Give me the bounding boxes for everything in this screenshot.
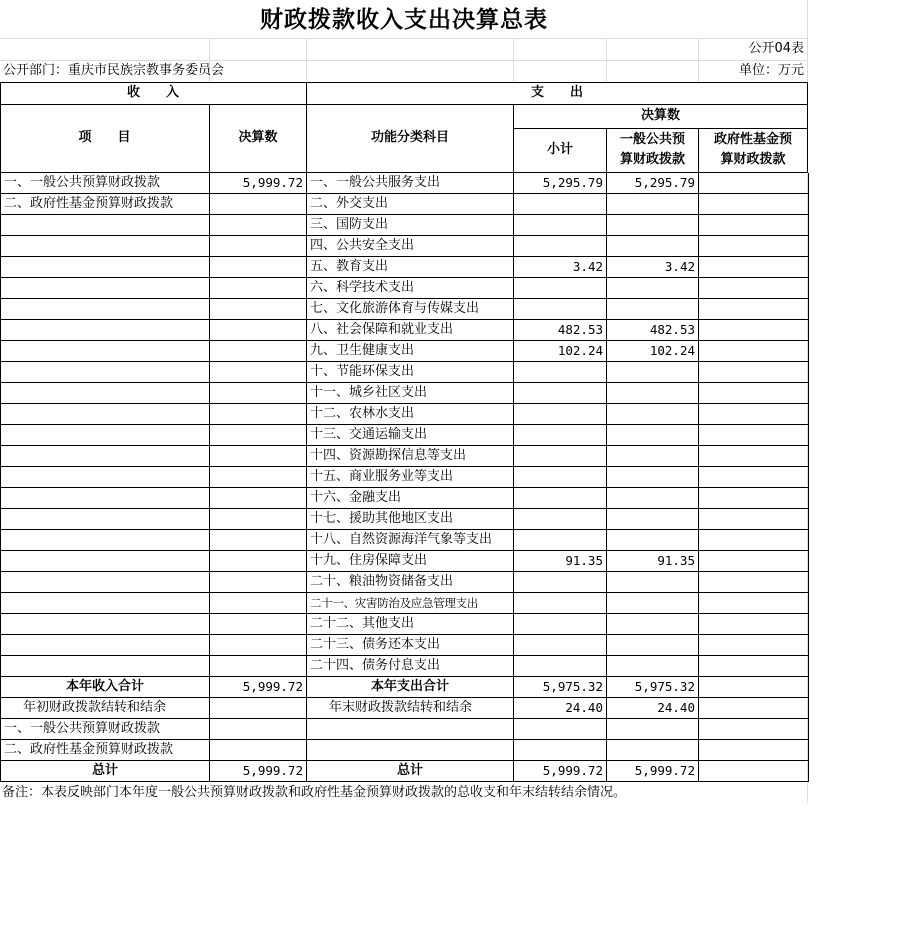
- gov-fund-cell: [699, 278, 809, 299]
- border: [807, 82, 808, 173]
- table-row: [1, 320, 809, 341]
- income-amount-cell: [210, 383, 307, 404]
- general-budget-cell: [607, 635, 699, 656]
- income-amount-cell: [210, 299, 307, 320]
- general-budget-cell: [607, 278, 699, 299]
- income-amount-cell: [210, 698, 307, 719]
- subtotal-cell: [514, 656, 607, 677]
- income-item-cell: [1, 488, 210, 509]
- table-row: [1, 194, 809, 215]
- income-amount-cell: [210, 404, 307, 425]
- subtotal-cell: [514, 299, 607, 320]
- income-item-cell: 总计: [1, 761, 210, 782]
- income-item-cell: [1, 656, 210, 677]
- income-amount-cell: [210, 446, 307, 467]
- income-amount-cell: 5,999.72: [210, 173, 307, 194]
- expense-item-cell: 一、一般公共服务支出: [307, 173, 514, 194]
- table-row: [1, 446, 809, 467]
- gov-fund-cell: [699, 236, 809, 257]
- gov-fund-cell: [699, 698, 809, 719]
- income-item-cell: [1, 215, 210, 236]
- gov-fund-cell: [699, 551, 809, 572]
- subtotal-cell: [514, 488, 607, 509]
- income-header: 收 入: [126, 85, 179, 100]
- table-row: [1, 173, 809, 194]
- income-item-cell: [1, 572, 210, 593]
- income-item-cell: [1, 299, 210, 320]
- expense-item-cell: 九、卫生健康支出: [307, 341, 514, 362]
- gov-fund-cell: [699, 572, 809, 593]
- subtotal-cell: [514, 719, 607, 740]
- income-amount-cell: [210, 362, 307, 383]
- table-row: [1, 215, 809, 236]
- gridline: [606, 38, 607, 82]
- income-amount-cell: [210, 467, 307, 488]
- table-row: [1, 509, 809, 530]
- income-amount-cell: [210, 320, 307, 341]
- expense-item-cell: 二、外交支出: [307, 194, 514, 215]
- table-row: [1, 341, 809, 362]
- general-budget-cell: 102.24: [607, 341, 699, 362]
- subtotal-cell: [514, 446, 607, 467]
- income-amount-cell: [210, 719, 307, 740]
- gov-fund-cell: [699, 257, 809, 278]
- gov-fund-cell: [699, 593, 809, 614]
- expense-item-cell: 二十三、债务还本支出: [307, 635, 514, 656]
- border: [0, 104, 808, 105]
- general-budget-cell: [607, 404, 699, 425]
- general-budget-cell: [607, 215, 699, 236]
- amount-header: 决算数: [238, 130, 278, 145]
- general-budget-cell: [607, 572, 699, 593]
- income-item-cell: [1, 236, 210, 257]
- table-row: [1, 404, 809, 425]
- expense-item-cell: 七、文化旅游体育与传媒支出: [307, 299, 514, 320]
- expense-item-cell: 十五、商业服务业等支出: [307, 467, 514, 488]
- table-row: [1, 635, 809, 656]
- budget-table: [0, 173, 809, 782]
- gridline: [698, 38, 699, 82]
- subtotal-cell: 5,999.72: [514, 761, 607, 782]
- expense-item-cell: [307, 740, 514, 761]
- expense-item-cell: 总计: [307, 761, 514, 782]
- income-amount-cell: [210, 215, 307, 236]
- income-item-cell: [1, 425, 210, 446]
- general-budget-cell: [607, 446, 699, 467]
- table-number: 公开04表: [748, 41, 804, 56]
- general-budget-cell: [607, 194, 699, 215]
- income-amount-cell: 5,999.72: [210, 761, 307, 782]
- income-item-cell: [1, 320, 210, 341]
- general-budget-cell: [607, 740, 699, 761]
- gov-fund-cell: [699, 194, 809, 215]
- income-item-cell: [1, 509, 210, 530]
- income-item-cell: [1, 614, 210, 635]
- subtotal-cell: [514, 614, 607, 635]
- income-amount-cell: [210, 572, 307, 593]
- income-item-cell: 二、政府性基金预算财政拨款: [1, 740, 210, 761]
- subtotal-cell: [514, 467, 607, 488]
- gov-fund-cell: [699, 467, 809, 488]
- general-budget-cell: [607, 719, 699, 740]
- gov-fund-cell: [699, 740, 809, 761]
- subtotal-cell: [514, 509, 607, 530]
- gov-fund-cell: [699, 215, 809, 236]
- income-item-cell: [1, 362, 210, 383]
- income-amount-cell: [210, 194, 307, 215]
- income-item-cell: 一、一般公共预算财政拨款: [1, 719, 210, 740]
- subtotal-cell: [514, 362, 607, 383]
- expense-item-cell: 十二、农林水支出: [307, 404, 514, 425]
- gridline: [0, 38, 808, 39]
- subtotal-cell: 102.24: [514, 341, 607, 362]
- table-row: [1, 719, 809, 740]
- table-row: [1, 740, 809, 761]
- income-item-cell: 一、一般公共预算财政拨款: [1, 173, 210, 194]
- income-item-cell: [1, 530, 210, 551]
- income-item-cell: 二、政府性基金预算财政拨款: [1, 194, 210, 215]
- general-budget-cell: [607, 656, 699, 677]
- general-budget-cell: 24.40: [607, 698, 699, 719]
- gridline: [513, 38, 514, 82]
- table-row: [1, 677, 809, 698]
- table-row: [1, 383, 809, 404]
- report-title: 财政拨款收入支出决算总表: [260, 6, 548, 33]
- general-budget-header: 一般公共预 算财政拨款: [619, 132, 685, 167]
- gov-fund-cell: [699, 299, 809, 320]
- final-amount-header: 决算数: [640, 108, 680, 123]
- income-amount-cell: [210, 614, 307, 635]
- expense-item-cell: 二十四、债务付息支出: [307, 656, 514, 677]
- general-budget-cell: 3.42: [607, 257, 699, 278]
- income-amount-cell: [210, 236, 307, 257]
- gov-fund-cell: [699, 761, 809, 782]
- border: [513, 128, 808, 129]
- expense-item-cell: 二十一、灾害防治及应急管理支出: [307, 593, 514, 614]
- department-label: 公开部门：重庆市民族宗教事务委员会: [3, 63, 225, 78]
- general-budget-cell: 5,999.72: [607, 761, 699, 782]
- item-header: 项 目: [78, 130, 131, 145]
- footnote: 备注：本表反映部门本年度一般公共预算财政拨款和政府性基金预算财政拨款的总收支和年末结转结余情况。: [2, 785, 627, 800]
- expense-item-cell: 十九、住房保障支出: [307, 551, 514, 572]
- general-budget-cell: [607, 509, 699, 530]
- expense-item-cell: 年末财政拨款结转和结余: [307, 698, 514, 719]
- income-amount-cell: [210, 488, 307, 509]
- expense-item-cell: 二十二、其他支出: [307, 614, 514, 635]
- income-item-cell: [1, 404, 210, 425]
- gov-fund-cell: [699, 404, 809, 425]
- subtotal-cell: 5,295.79: [514, 173, 607, 194]
- gov-fund-cell: [699, 173, 809, 194]
- general-budget-cell: [607, 593, 699, 614]
- table-row: [1, 236, 809, 257]
- expense-item-cell: 十一、城乡社区支出: [307, 383, 514, 404]
- general-budget-cell: [607, 236, 699, 257]
- income-item-cell: [1, 467, 210, 488]
- income-item-cell: [1, 635, 210, 656]
- subtotal-cell: [514, 572, 607, 593]
- general-budget-cell: [607, 362, 699, 383]
- income-amount-cell: [210, 278, 307, 299]
- table-row: [1, 698, 809, 719]
- expense-item-cell: [307, 719, 514, 740]
- table-row: [1, 551, 809, 572]
- income-amount-cell: [210, 425, 307, 446]
- subtotal-cell: [514, 740, 607, 761]
- income-item-cell: 年初财政拨款结转和结余: [1, 698, 210, 719]
- subtotal-cell: 24.40: [514, 698, 607, 719]
- general-budget-cell: 5,975.32: [607, 677, 699, 698]
- table-row: [1, 761, 809, 782]
- income-amount-cell: [210, 551, 307, 572]
- income-item-cell: [1, 341, 210, 362]
- subtotal-cell: [514, 383, 607, 404]
- gov-fund-cell: [699, 488, 809, 509]
- subtotal-cell: [514, 425, 607, 446]
- gov-fund-cell: [699, 383, 809, 404]
- table-row: [1, 362, 809, 383]
- gov-fund-cell: [699, 446, 809, 467]
- func-category-header: 功能分类科目: [370, 130, 449, 145]
- expense-item-cell: 三、国防支出: [307, 215, 514, 236]
- table-row: [1, 572, 809, 593]
- expense-item-cell: 本年支出合计: [307, 677, 514, 698]
- table-row: [1, 467, 809, 488]
- expense-item-cell: 十、节能环保支出: [307, 362, 514, 383]
- expense-item-cell: 二十、粮油物资储备支出: [307, 572, 514, 593]
- subtotal-cell: [514, 635, 607, 656]
- gov-fund-cell: [699, 656, 809, 677]
- subtotal-cell: [514, 593, 607, 614]
- subtotal-cell: 5,975.32: [514, 677, 607, 698]
- gov-fund-cell: [699, 509, 809, 530]
- income-item-cell: [1, 257, 210, 278]
- income-amount-cell: [210, 509, 307, 530]
- expense-item-cell: 六、科学技术支出: [307, 278, 514, 299]
- gov-fund-cell: [699, 614, 809, 635]
- subtotal-cell: [514, 236, 607, 257]
- income-item-cell: [1, 446, 210, 467]
- income-item-cell: [1, 383, 210, 404]
- general-budget-cell: 91.35: [607, 551, 699, 572]
- subtotal-cell: [514, 530, 607, 551]
- gov-fund-cell: [699, 362, 809, 383]
- subtotal-cell: [514, 215, 607, 236]
- subtotal-cell: 91.35: [514, 551, 607, 572]
- table-row: [1, 593, 809, 614]
- income-amount-cell: [210, 740, 307, 761]
- income-amount-cell: [210, 530, 307, 551]
- income-amount-cell: [210, 341, 307, 362]
- general-budget-cell: [607, 488, 699, 509]
- subtotal-header: 小计: [546, 142, 573, 157]
- income-amount-cell: 5,999.72: [210, 677, 307, 698]
- expense-item-cell: 十四、资源勘探信息等支出: [307, 446, 514, 467]
- gov-fund-cell: [699, 320, 809, 341]
- table-row: [1, 614, 809, 635]
- general-budget-cell: [607, 467, 699, 488]
- table-row: [1, 656, 809, 677]
- expense-item-cell: 四、公共安全支出: [307, 236, 514, 257]
- table-row: [1, 425, 809, 446]
- general-budget-cell: [607, 530, 699, 551]
- subtotal-cell: [514, 404, 607, 425]
- general-budget-cell: 482.53: [607, 320, 699, 341]
- expense-header: 支 出: [530, 85, 583, 100]
- gov-fund-header: 政府性基金预 算财政拨款: [713, 132, 792, 167]
- income-item-cell: [1, 278, 210, 299]
- expense-item-cell: 十七、援助其他地区支出: [307, 509, 514, 530]
- gridline: [306, 38, 307, 82]
- income-amount-cell: [210, 593, 307, 614]
- expense-item-cell: 八、社会保障和就业支出: [307, 320, 514, 341]
- gov-fund-cell: [699, 677, 809, 698]
- table-row: [1, 278, 809, 299]
- gov-fund-cell: [699, 719, 809, 740]
- gov-fund-cell: [699, 635, 809, 656]
- income-item-cell: [1, 593, 210, 614]
- subtotal-cell: [514, 194, 607, 215]
- table-row: [1, 299, 809, 320]
- general-budget-cell: [607, 425, 699, 446]
- general-budget-cell: [607, 299, 699, 320]
- income-amount-cell: [210, 635, 307, 656]
- expense-item-cell: 十六、金融支出: [307, 488, 514, 509]
- expense-item-cell: 五、教育支出: [307, 257, 514, 278]
- table-row: [1, 488, 809, 509]
- table-row: [1, 530, 809, 551]
- expense-item-cell: 十八、自然资源海洋气象等支出: [307, 530, 514, 551]
- gov-fund-cell: [699, 425, 809, 446]
- subtotal-cell: 482.53: [514, 320, 607, 341]
- income-item-cell: 本年收入合计: [1, 677, 210, 698]
- subtotal-cell: 3.42: [514, 257, 607, 278]
- unit-label: 单位：万元: [738, 63, 804, 78]
- gov-fund-cell: [699, 341, 809, 362]
- general-budget-cell: [607, 614, 699, 635]
- income-amount-cell: [210, 257, 307, 278]
- expense-item-cell: 十三、交通运输支出: [307, 425, 514, 446]
- subtotal-cell: [514, 278, 607, 299]
- income-amount-cell: [210, 656, 307, 677]
- income-item-cell: [1, 551, 210, 572]
- gov-fund-cell: [699, 530, 809, 551]
- general-budget-cell: [607, 383, 699, 404]
- table-row: [1, 257, 809, 278]
- general-budget-cell: 5,295.79: [607, 173, 699, 194]
